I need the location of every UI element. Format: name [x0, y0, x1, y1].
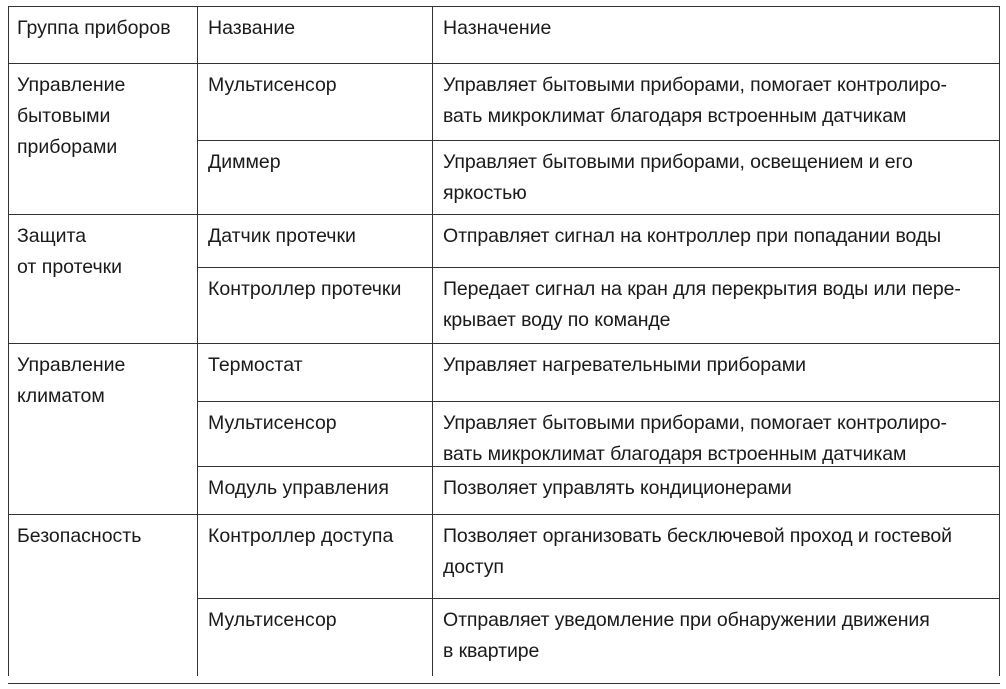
device-name: Контроллер протечки	[198, 268, 433, 344]
device-purpose: Передает сигнал на кран для перекрытия воды или пере- крывает воду по команде	[433, 268, 1000, 344]
device-name: Мультисенсор	[198, 402, 433, 467]
device-purpose: Управляет бытовыми приборами, помогает контролиро- вать микроклимат благодаря встроенным датчикам	[433, 64, 1000, 141]
group-cell-home-appliances: Управление бытовыми приборами	[8, 64, 198, 215]
device-purpose: Позволяет организовать бесключевой проход и гостевой доступ	[433, 515, 1000, 599]
group-cell-climate-control: Управление климатом	[8, 344, 198, 515]
device-name: Датчик протечки	[198, 215, 433, 268]
device-purpose: Управляет бытовыми приборами, освещением и его яркостью	[433, 141, 1000, 215]
device-name: Мультисенсор	[198, 64, 433, 141]
device-name: Термостат	[198, 344, 433, 402]
header-purpose: Назначение	[433, 7, 1000, 64]
device-purpose: Управляет нагревательными приборами	[433, 344, 1000, 402]
header-name: Название	[198, 7, 433, 64]
group-cell-leak-protection: Защита от протечки	[8, 215, 198, 344]
group-cell-security: Безопасность	[8, 515, 198, 676]
device-name: Диммер	[198, 141, 433, 215]
device-purpose: Управляет бытовыми приборами, помогает контролиро- вать микроклимат благодаря встроенным датчикам	[433, 402, 1000, 467]
device-purpose: Позволяет управлять кондиционерами	[433, 467, 1000, 515]
devices-table	[8, 6, 1000, 684]
header-group: Группа приборов	[8, 7, 198, 64]
device-purpose: Отправляет уведомление при обнаружении движения в квартире	[433, 599, 1000, 676]
device-name: Мультисенсор	[198, 599, 433, 676]
device-name: Модуль управления	[198, 467, 433, 515]
device-purpose: Отправляет сигнал на контроллер при попадании воды	[433, 215, 1000, 268]
device-name: Контроллер доступа	[198, 515, 433, 599]
